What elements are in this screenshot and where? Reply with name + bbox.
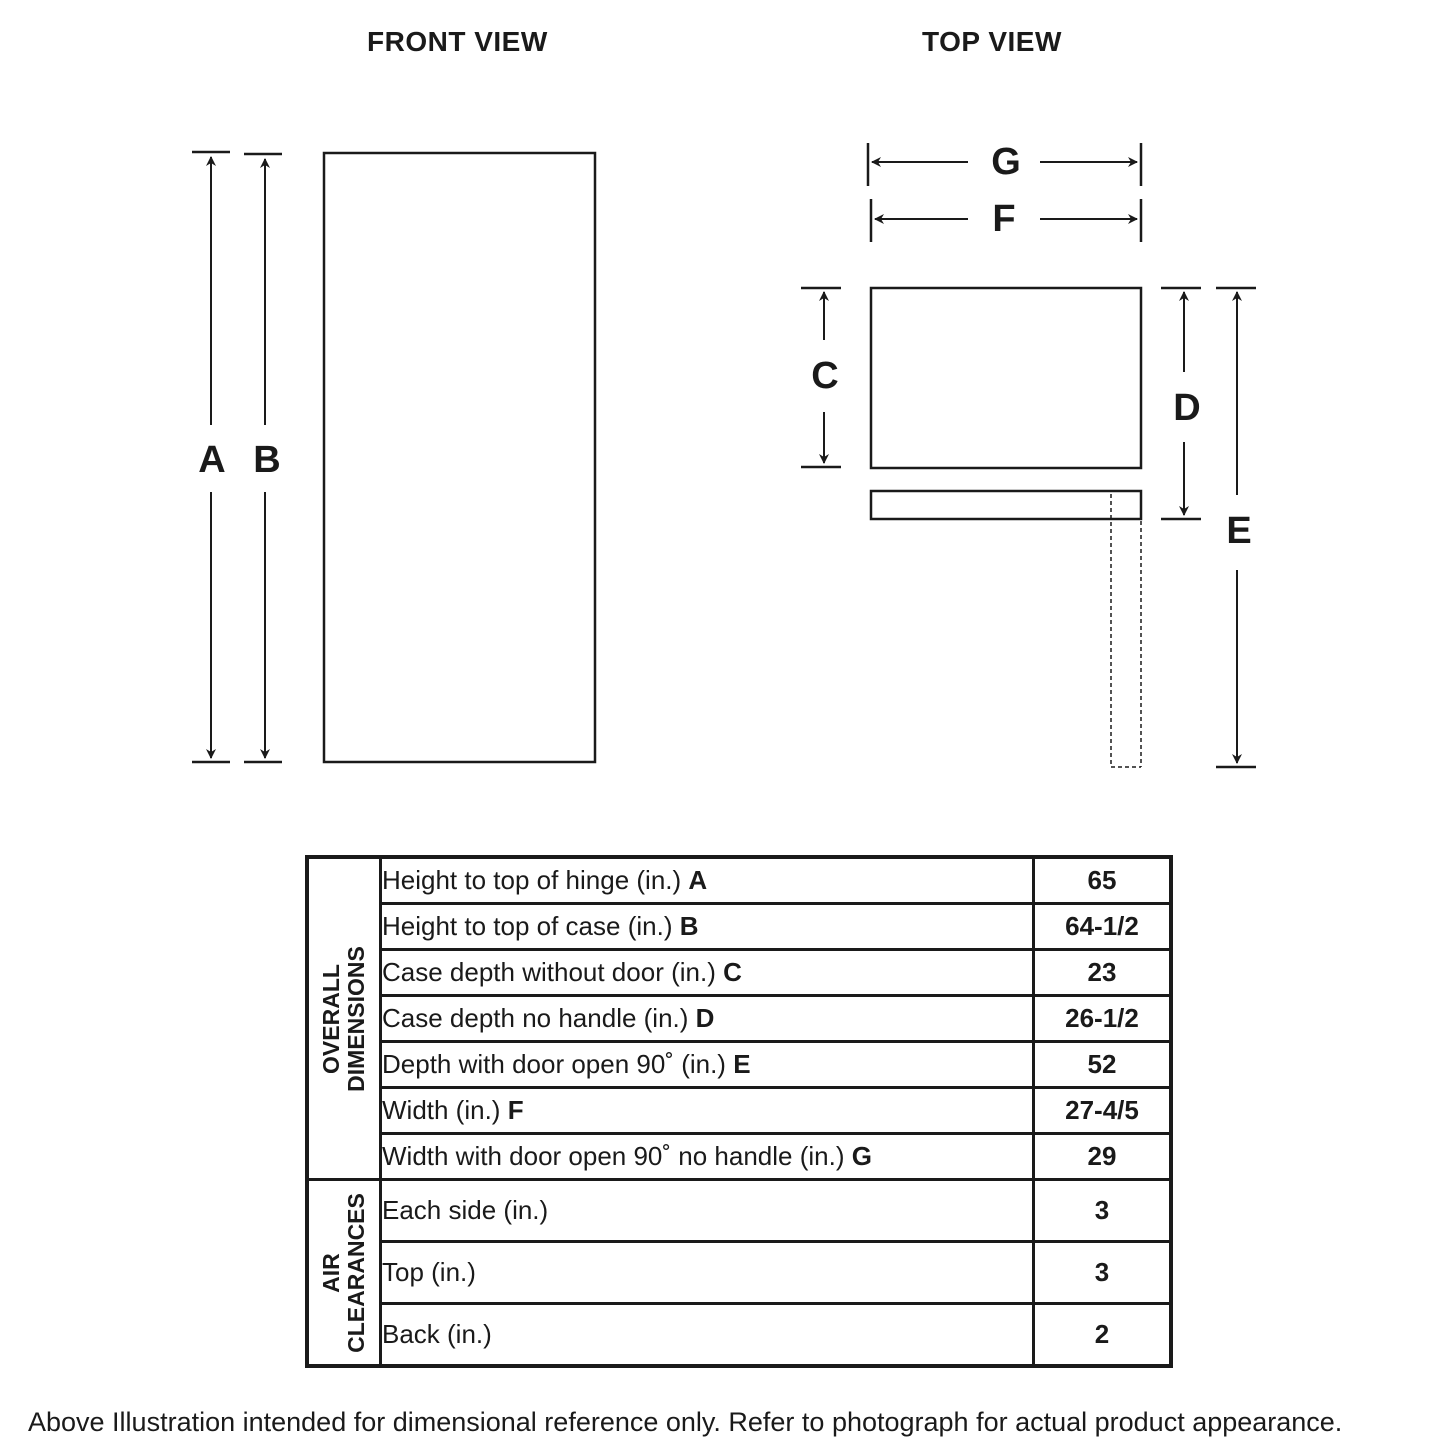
clearance-label: Top (in.) [381,1242,1034,1304]
dimension-value: 65 [1034,857,1172,904]
clearance-value: 3 [1034,1242,1172,1304]
front-view-title: FRONT VIEW [367,26,548,57]
footnote: Above Illustration intended for dimensional reference only. Refer to photograph for actual product appearance. [28,1407,1343,1437]
overall-dimensions-label: OVERALL DIMENSIONS [318,945,369,1092]
clearance-value: 2 [1034,1304,1172,1367]
dim-c-label: C [811,355,839,397]
top-view-door [871,491,1141,519]
dim-f-label: F [992,198,1016,240]
table-row [307,857,1171,904]
dim-g-label: G [991,141,1021,183]
dimension-value: 23 [1034,950,1172,996]
table-row [307,904,1171,950]
dim-d-label: D [1173,387,1201,429]
table-row [307,1042,1171,1088]
table-row [307,1180,1171,1242]
top-view-case [871,288,1141,468]
front-view-body [324,153,595,762]
top-view-title: TOP VIEW [922,26,1062,57]
table-row [307,1134,1171,1180]
table-row [307,1088,1171,1134]
table-row [307,1242,1171,1304]
clearance-value: 3 [1034,1180,1172,1242]
dimension-label: Width with door open 90˚ no handle (in.) G [381,1134,1034,1180]
dim-b-label: B [253,439,281,481]
dimensions-table [305,855,1173,1368]
overall-dimensions-group [307,857,381,1180]
dimension-label: Height to top of hinge (in.) A [381,857,1034,904]
dimension-label: Width (in.) F [381,1088,1034,1134]
dimension-value: 64-1/2 [1034,904,1172,950]
clearance-label: Back (in.) [381,1304,1034,1367]
dimension-value: 29 [1034,1134,1172,1180]
dimension-value: 52 [1034,1042,1172,1088]
table-row [307,996,1171,1042]
dimension-label: Case depth no handle (in.) D [381,996,1034,1042]
dim-e-label: E [1226,510,1252,552]
air-clearances-label: AIR CLEARANCES [318,1192,369,1353]
clearance-label: Each side (in.) [381,1180,1034,1242]
dimension-label: Case depth without door (in.) C [381,950,1034,996]
dim-a-label: A [198,439,226,481]
dimension-value: 27-4/5 [1034,1088,1172,1134]
dimension-label: Depth with door open 90˚ (in.) E [381,1042,1034,1088]
dimension-label: Height to top of case (in.) B [381,904,1034,950]
table-row [307,1304,1171,1367]
table-row [307,950,1171,996]
air-clearances-group [307,1180,381,1367]
dimension-value: 26-1/2 [1034,996,1172,1042]
